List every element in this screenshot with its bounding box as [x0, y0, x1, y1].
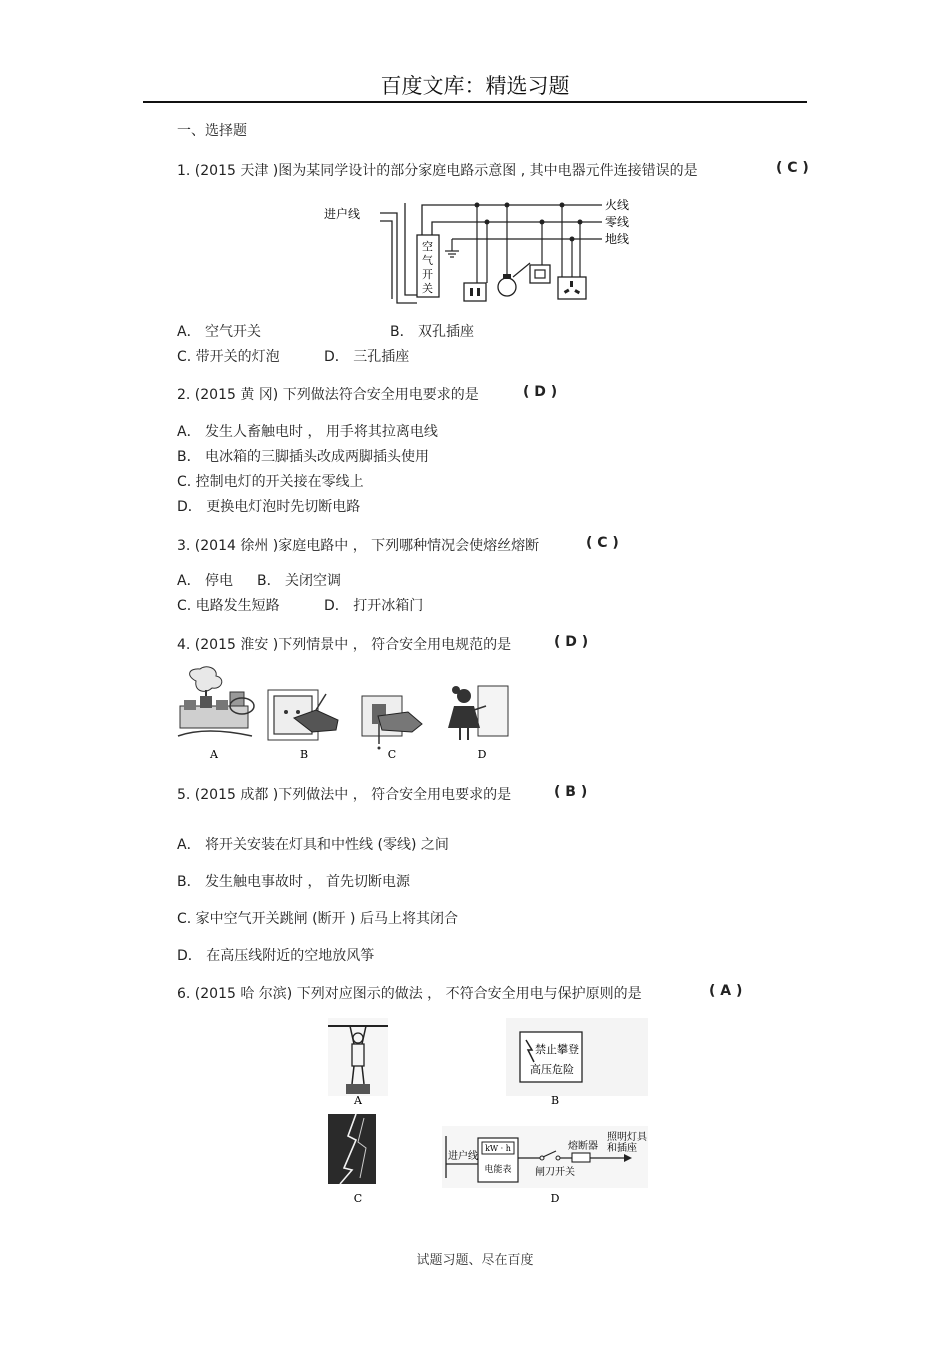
q1-socket2-hole [470, 288, 473, 296]
q6-label-a: A [354, 1094, 362, 1107]
q1-inlet-wire-outer [380, 213, 417, 303]
q4b-socket-hole [284, 710, 288, 714]
q3-option-a: A． 停电 [177, 573, 234, 589]
q6d-load-label-2: 和插座 [607, 1143, 637, 1154]
q6-figures [326, 1018, 652, 1206]
q1-breaker-char-2: 开 [422, 268, 433, 281]
q1-neutral-wire [432, 222, 602, 235]
q1-socket3-hole [564, 289, 570, 294]
q4d-hair-bun [452, 686, 460, 694]
q4-label-a: A [210, 748, 218, 761]
q3-stem: 3. (2014 徐州 )家庭电路中 ， 下列哪种情况会使熔丝熔断 [177, 538, 540, 554]
q6d-inlet-label: 进户线 [448, 1151, 478, 1162]
q1-switch-rocker [535, 270, 545, 278]
q1-lamp-to-switch [513, 263, 530, 277]
q6-label-d: D [550, 1192, 560, 1205]
q4-answer: ( D ) [554, 634, 589, 650]
q1-inlet-wire-inner [380, 221, 392, 299]
q5-answer: ( B ) [554, 784, 588, 800]
q6-fig-d [442, 1126, 648, 1205]
q1-live-label: 火线 [605, 198, 630, 212]
q1-wall-switch [530, 265, 550, 283]
q4-label-b: B [299, 748, 309, 761]
q6d-fuse-label: 熔断器 [568, 1141, 598, 1152]
plug-icon [184, 700, 196, 710]
q1-breaker-char-3: 关 [422, 282, 433, 295]
q1-lamp-cap [503, 274, 511, 279]
q1-ground-label: 地线 [605, 232, 630, 246]
q4b-socket-hole [296, 710, 300, 714]
q1-socket2-hole [477, 288, 480, 296]
q2-option-c: C. 控制电灯的开关接在零线上 [177, 474, 364, 490]
q2-option-b: B． 电冰箱的三脚插头改成两脚插头使用 [177, 449, 430, 465]
q6d-switch-label: 闸刀开关 [535, 1167, 575, 1178]
q2-option-d: D． 更换电灯泡时先切断电路 [177, 499, 361, 515]
q1-option-b: B． 双孔插座 [390, 324, 475, 340]
q2-stem: 2. (2015 黄 冈) 下列做法符合安全用电要求的是 [177, 387, 479, 403]
q1-socket3-hole [574, 289, 580, 294]
q4-stem: 4. (2015 淮安 )下列情景中 ， 符合安全用电规范的是 [177, 637, 512, 653]
q6-label-b: B [550, 1094, 560, 1107]
q1-socket3-hole [570, 281, 573, 287]
q3-option-b: B． 关闭空调 [257, 573, 342, 589]
title-rule [143, 101, 807, 103]
q1-inlet-wire-mid [405, 203, 417, 295]
q4-scene-d [448, 686, 508, 761]
plug-icon [200, 696, 212, 708]
q6-label-c: C [353, 1192, 363, 1205]
fuse-icon [572, 1153, 590, 1162]
q2-option-a: A． 发生人畜触电时 ， 用手将其拉离电线 [177, 424, 438, 440]
q3-option-d: D． 打开冰箱门 [324, 598, 424, 614]
q4-label-d: D [477, 748, 487, 761]
q4-scene-c [362, 696, 422, 761]
q2-answer: ( D ) [523, 384, 558, 400]
q4d-wall-panel [478, 686, 508, 736]
q1-breaker-char-0: 空 [422, 240, 433, 253]
page-footer: 试题习题、尽在百度 [416, 1253, 534, 1268]
q1-option-d: D． 三孔插座 [324, 349, 410, 365]
q3-answer: ( C ) [586, 535, 619, 551]
q4-scene-a [178, 667, 254, 761]
q6-answer: ( A ) [709, 983, 743, 999]
q4-scene-b [268, 690, 338, 761]
q1-option-c: C. 带开关的灯泡 [177, 349, 280, 365]
q1-inlet-label: 进户线 [324, 207, 361, 221]
q1-stem [177, 160, 698, 180]
q5-option-a: A． 将开关安装在灯具和中性线 (零线) 之间 [177, 837, 449, 853]
q1-answer: ( C ) [776, 160, 809, 176]
q1-lamp-bulb [498, 278, 516, 296]
q6-fig-a [328, 1018, 388, 1107]
q1-two-hole-socket [464, 283, 486, 301]
q6b-sign-line-2: 高压危险 [530, 1063, 574, 1076]
q5-option-c: C. 家中空气开关跳闸 (断开 ) 后马上将其闭合 [177, 911, 458, 927]
section-title: 一、选择题 [177, 123, 247, 139]
q3-option-c: C. 电路发生短路 [177, 598, 280, 614]
q1-neutral-label: 零线 [605, 215, 630, 229]
q5-stem: 5. (2015 成都 )下列做法中 ， 符合安全用电要求的是 [177, 787, 512, 803]
q6-fig-c [328, 1114, 376, 1205]
q6-stem: 6. (2015 哈 尔滨) 下列对应图示的做法 ， 不符合安全用电与保护原则的是 [177, 986, 642, 1002]
smoke-icon [190, 667, 222, 692]
plug-icon [216, 700, 228, 710]
q6d-load-label-1: 照明灯具 [607, 1132, 647, 1143]
q6d-meter-label: 电能表 [484, 1165, 512, 1175]
stool-icon [346, 1084, 370, 1094]
q6-fig-b [506, 1018, 648, 1107]
q1-live-wire [422, 205, 602, 235]
q4a-cable [178, 731, 252, 736]
q1-option-a: A． 空气开关 [177, 324, 262, 340]
q1-three-hole-socket [558, 277, 586, 299]
q6d-meter-unit: kW · h [485, 1144, 511, 1153]
q1-circuit-figure [322, 195, 667, 310]
water-drop-icon [378, 747, 381, 750]
page-title: 百度文库：精选习题 [380, 74, 570, 98]
q1-stem-text: 1. (2015 天津 )图为某同学设计的部分家庭电路示意图 , 其中电器元件连接错误的是 [177, 163, 698, 179]
q5-option-d: D． 在高压线附近的空地放风筝 [177, 948, 375, 964]
hand-icon [378, 712, 422, 732]
q6b-sign-line-1: 禁止攀登 [535, 1043, 579, 1056]
q1-breaker-char-1: 气 [422, 254, 433, 267]
q5-option-b: B． 发生触电事故时 ， 首先切断电源 [177, 874, 410, 890]
q4-label-c: C [387, 748, 397, 761]
q4-scenes-figure [176, 666, 521, 766]
